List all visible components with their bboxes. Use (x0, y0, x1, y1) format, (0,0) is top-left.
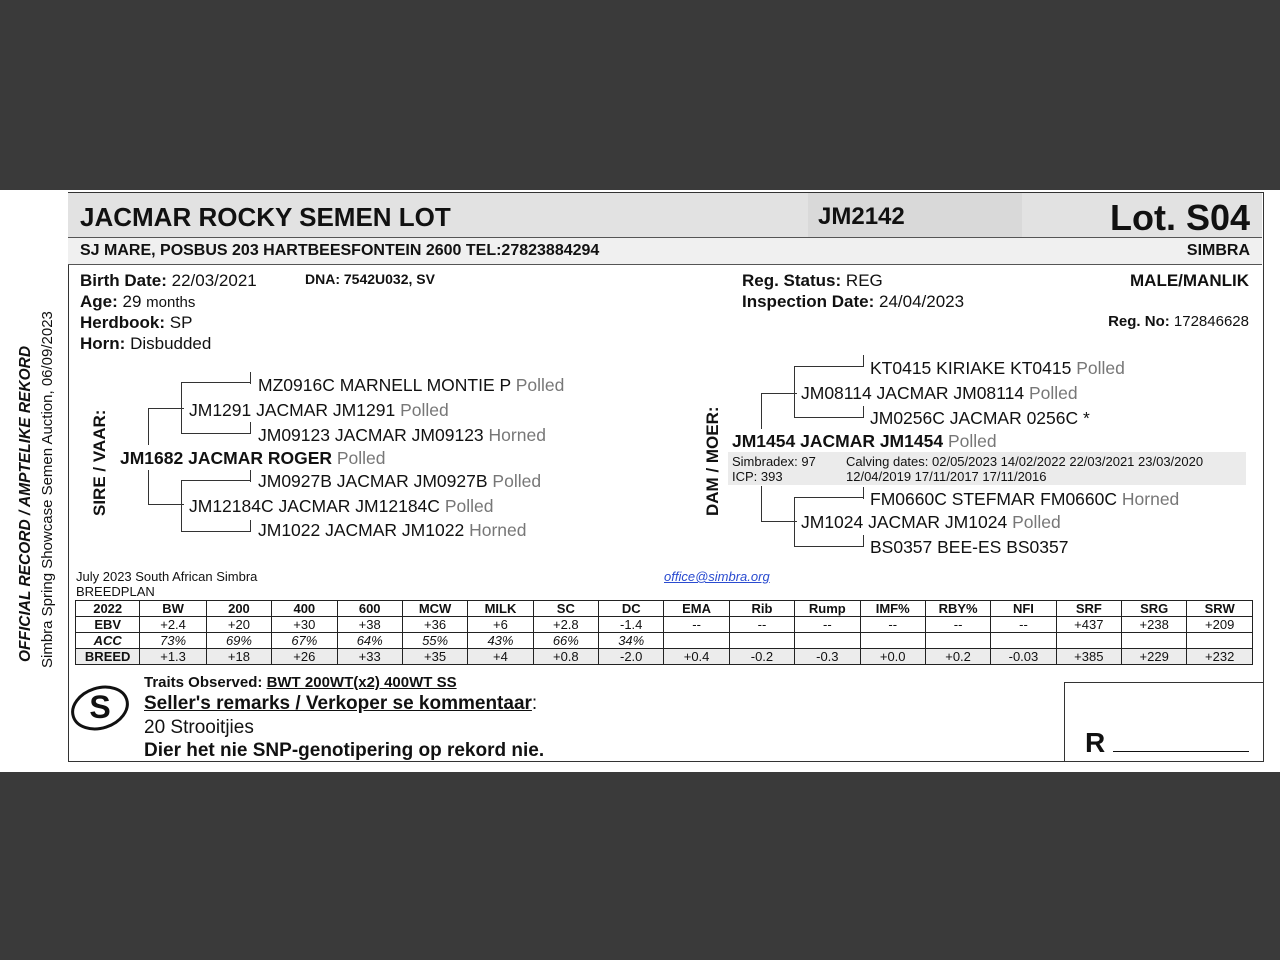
table-cell: BREED (76, 649, 140, 665)
table-cell: +30 (272, 617, 337, 633)
inspection-date: Inspection Date: 24/04/2023 (742, 292, 965, 311)
table-cell: NFI (991, 601, 1056, 617)
table-cell: +1.3 (140, 649, 206, 665)
calving-dates-2: 12/04/2019 17/11/2017 17/11/2016 (846, 469, 1047, 484)
animal-code: JM2142 (818, 203, 905, 230)
table-cell (729, 633, 794, 649)
icp: ICP: 393 (732, 469, 783, 484)
breed-name: SIMBRA (1186, 242, 1250, 259)
dam-name: JM1454 JACMAR JM1454 Polled (732, 431, 997, 451)
sire-grand-sire: MZ0916C MARNELL MONTIE P Polled (258, 375, 565, 395)
table-cell: 64% (337, 633, 402, 649)
remarks-line-1: 20 Strooitjies (144, 717, 254, 738)
traits-observed: Traits Observed: BWT 200WT(x2) 400WT SS (144, 674, 457, 691)
table-cell (1122, 633, 1187, 649)
table-cell: IMF% (860, 601, 925, 617)
table-cell: EBV (76, 617, 140, 633)
table-cell: +385 (1056, 649, 1121, 665)
dam-performance-box (728, 452, 1246, 485)
table-cell: +0.0 (860, 649, 925, 665)
dam-dam: JM1024 JACMAR JM1024 Polled (801, 512, 1061, 532)
lot-number: Lot. S04 (1109, 197, 1250, 238)
table-cell: MILK (468, 601, 533, 617)
table-cell: +6 (468, 617, 533, 633)
table-cell (1187, 633, 1253, 649)
table-cell: -1.4 (599, 617, 664, 633)
simbra-logo-icon (68, 682, 132, 732)
reg-status: Reg. Status: REG (742, 271, 883, 290)
dam-dam-sire: FM0660C STEFMAR FM0660C Horned (870, 489, 1180, 509)
official-record-label: OFFICIAL RECORD / AMPTELIKE REKORD (17, 345, 34, 662)
sire-name: JM1682 JACMAR ROGER Polled (120, 448, 386, 468)
table-cell (991, 633, 1056, 649)
table-row (76, 617, 1253, 633)
price-label: R (1085, 727, 1106, 758)
table-cell: 400 (272, 601, 337, 617)
simbradex: Simbradex: 97 (732, 454, 816, 469)
table-row (76, 601, 1253, 617)
dam-label: DAM / MOER: (703, 406, 722, 516)
table-cell: 73% (140, 633, 206, 649)
table-cell: -- (729, 617, 794, 633)
email-link[interactable]: office@simbra.org (664, 569, 770, 584)
table-cell: 66% (533, 633, 598, 649)
table-cell: 69% (206, 633, 271, 649)
sire-grand-dam: JM09123 JACMAR JM09123 Horned (258, 425, 546, 445)
table-cell: RBY% (925, 601, 990, 617)
table-cell: -0.3 (795, 649, 860, 665)
table-cell: +229 (1122, 649, 1187, 665)
table-cell: +36 (402, 617, 467, 633)
reg-number: Reg. No: 172846628 (1108, 313, 1249, 330)
table-cell: Rib (729, 601, 794, 617)
sex-label: MALE/MANLIK (1130, 271, 1249, 290)
table-cell: MCW (402, 601, 467, 617)
table-cell: -- (860, 617, 925, 633)
table-cell: DC (599, 601, 664, 617)
table-cell: -0.2 (729, 649, 794, 665)
table-cell: +20 (206, 617, 271, 633)
table-cell: -0.03 (991, 649, 1056, 665)
sire-sire: JM1291 JACMAR JM1291 Polled (189, 400, 449, 420)
table-cell: -- (664, 617, 729, 633)
table-cell: +232 (1187, 649, 1253, 665)
table-cell (795, 633, 860, 649)
breedplan-title: July 2023 South African Simbra (76, 569, 258, 584)
title-row (68, 193, 1262, 238)
table-cell (1056, 633, 1121, 649)
table-cell: 55% (402, 633, 467, 649)
table-cell: -- (991, 617, 1056, 633)
table-cell: +33 (337, 649, 402, 665)
table-row (76, 633, 1253, 649)
side-caption (0, 190, 66, 772)
table-cell: +38 (337, 617, 402, 633)
dam-sire: JM08114 JACMAR JM08114 Polled (801, 383, 1078, 403)
herdbook: Herdbook: SP (80, 313, 193, 332)
lot-card (0, 190, 1280, 772)
price-input-line[interactable] (1113, 751, 1249, 752)
table-cell: SC (533, 601, 598, 617)
birth-date: Birth Date: 22/03/2021 (80, 271, 257, 290)
table-cell: +35 (402, 649, 467, 665)
table-cell: 200 (206, 601, 271, 617)
table-cell: ACC (76, 633, 140, 649)
table-cell: 600 (337, 601, 402, 617)
dam-dam-dam: BS0357 BEE-ES BS0357 (870, 537, 1069, 557)
table-cell: +0.4 (664, 649, 729, 665)
dam-grand-dam: JM0256C JACMAR 0256C * (870, 408, 1090, 428)
table-cell: +2.4 (140, 617, 206, 633)
horn: Horn: Disbudded (80, 334, 212, 353)
dna-info: DNA: 7542U032, SV (305, 271, 435, 287)
table-cell: EMA (664, 601, 729, 617)
sire-label: SIRE / VAAR: (90, 409, 109, 516)
price-box (1064, 682, 1263, 761)
table-cell: +26 (272, 649, 337, 665)
sire-dam-dam: JM1022 JACMAR JM1022 Horned (258, 520, 527, 540)
ebv-table (75, 600, 1253, 665)
dam-grand-sire: KT0415 KIRIAKE KT0415 Polled (870, 358, 1125, 378)
table-cell (664, 633, 729, 649)
sire-dam-sire: JM0927B JACMAR JM0927B Polled (258, 471, 542, 491)
table-cell (925, 633, 990, 649)
table-cell: SRF (1056, 601, 1121, 617)
owner-row (68, 238, 1262, 265)
svg-text:S: S (89, 689, 111, 725)
breedplan-label: BREEDPLAN (76, 584, 155, 599)
calving-dates-1: Calving dates: 02/05/2023 14/02/2022 22/03/2021 23/03/2020 (846, 454, 1204, 469)
table-cell: +238 (1122, 617, 1187, 633)
table-cell: 43% (468, 633, 533, 649)
table-cell: BW (140, 601, 206, 617)
table-cell: +0.2 (925, 649, 990, 665)
table-cell: SRG (1122, 601, 1187, 617)
table-cell: -2.0 (599, 649, 664, 665)
animal-code-cell (808, 193, 1022, 237)
table-cell: +2.8 (533, 617, 598, 633)
table-cell: -- (925, 617, 990, 633)
table-cell (860, 633, 925, 649)
sire-dam: JM12184C JACMAR JM12184C Polled (189, 496, 494, 516)
table-cell: +18 (206, 649, 271, 665)
table-cell: +0.8 (533, 649, 598, 665)
table-row (76, 649, 1253, 665)
lot-title: JACMAR ROCKY SEMEN LOT (80, 202, 451, 232)
table-cell: Rump (795, 601, 860, 617)
table-cell: 67% (272, 633, 337, 649)
auction-label: Simbra Spring Showcase Semen Auction, 06/09/2023 (39, 311, 56, 668)
seller-remarks-title: Seller's remarks / Verkoper se kommentaar: (144, 693, 538, 714)
table-cell: -- (795, 617, 860, 633)
table-cell: 34% (599, 633, 664, 649)
age: Age: 29 months (80, 292, 196, 311)
remarks-line-2: Dier het nie SNP-genotipering op rekord nie. (144, 740, 545, 761)
table-cell: +209 (1187, 617, 1253, 633)
table-cell: +437 (1056, 617, 1121, 633)
table-cell: 2022 (76, 601, 140, 617)
owner-address: SJ MARE, POSBUS 203 HARTBEESFONTEIN 2600 TEL:27823884294 (80, 242, 600, 259)
table-cell: SRW (1187, 601, 1253, 617)
table-cell: +4 (468, 649, 533, 665)
